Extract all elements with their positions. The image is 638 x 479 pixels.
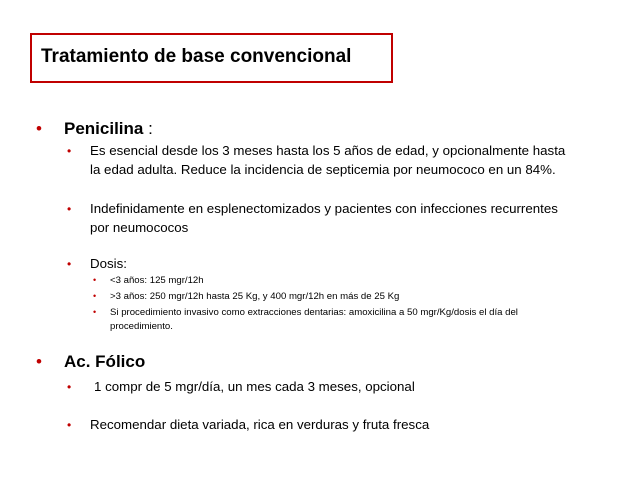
section-heading-penicilina: Penicilina :: [64, 119, 153, 138]
section-bullet-acido-folico: •: [36, 352, 42, 371]
item-bullet: •: [67, 257, 72, 271]
list-item: Recomendar dieta variada, rica en verduras y fruta fresca: [90, 417, 430, 432]
slide-title: Tratamiento de base convencional: [41, 46, 352, 67]
section-bullet-penicilina: •: [36, 119, 42, 138]
item-bullet: •: [67, 202, 72, 216]
sub-list-item: <3 años: 125 mgr/12h: [110, 275, 204, 286]
item-bullet: •: [67, 144, 72, 158]
subitem-bullet: •: [93, 291, 97, 301]
sub-list-item: >3 años: 250 mgr/12h hasta 25 Kg, y 400 mgr/12h en más de 25 Kg: [110, 291, 400, 302]
section-heading-acido-folico: Ac. Fólico: [64, 352, 146, 371]
subitem-bullet: •: [93, 275, 97, 285]
title-box: [30, 33, 393, 83]
subitem-bullet: •: [93, 307, 97, 317]
item-bullet: •: [67, 418, 72, 432]
list-item: 1 compr de 5 mgr/día, un mes cada 3 meses, opcional: [94, 379, 415, 394]
item-bullet: •: [67, 380, 72, 394]
list-item-dosis: Dosis:: [90, 256, 127, 271]
list-item: Es esencial desde los 3 meses hasta los 5 años de edad, y opcionalmente hasta la edad adulta. Reduce la incidencia de septicemia por neumococo en un 84%.: [90, 143, 566, 177]
sub-list-item: Si procedimiento invasivo como extracciones dentarias: amoxicilina a 50 mgr/Kg/dosis el día del procedimiento.: [110, 307, 518, 332]
list-item: Indefinidamente en esplenectomizados y pacientes con infecciones recurrentes por neumococos: [90, 201, 558, 235]
